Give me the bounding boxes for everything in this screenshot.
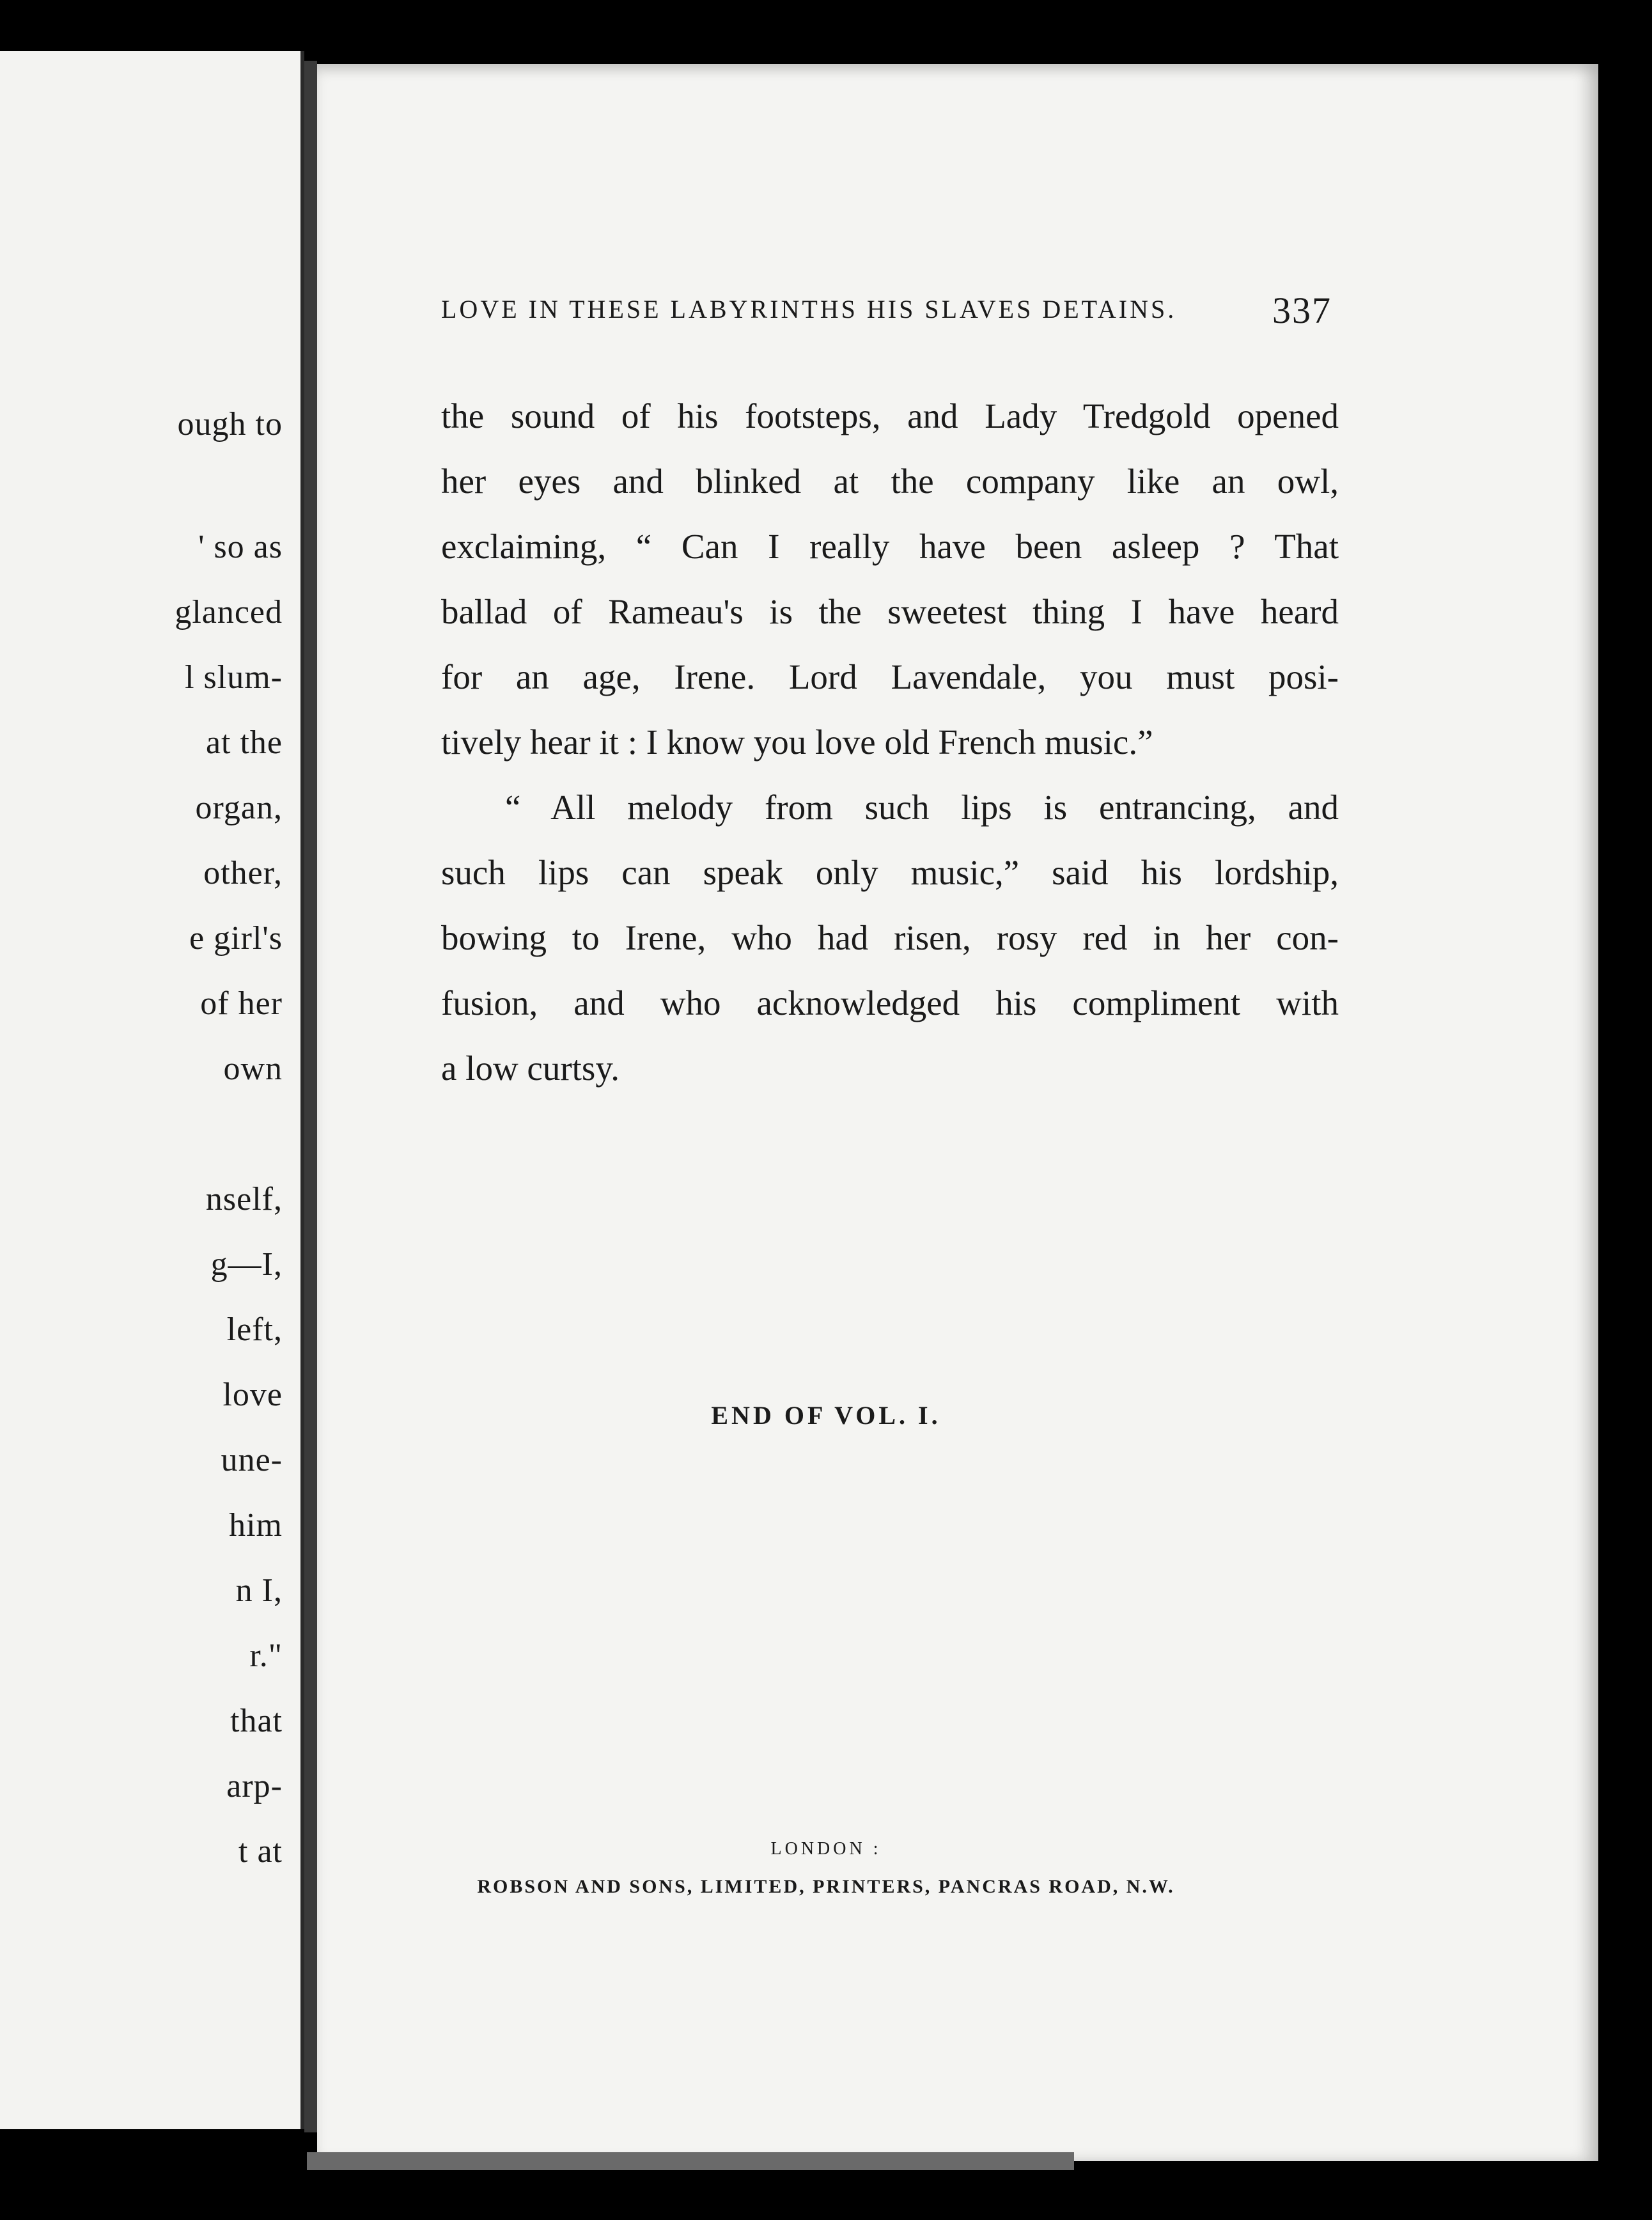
text-line: tively hear it : I know you love old French music.” [441,723,1153,762]
book-spine [304,61,317,2132]
left-page-line: left, [226,1311,283,1348]
left-page-line: glanced [175,594,283,630]
text-line: such lips can speak only music,” said his lordship, [441,853,1339,892]
left-page [0,51,304,2129]
text-line: bowing to Irene, who had risen, rosy red in her con- [441,918,1339,957]
left-page-line: nself, [205,1181,283,1217]
text-line: the sound of his footsteps, and Lady Tredgold opened [441,396,1339,435]
left-page-line: him [229,1507,283,1544]
text-line: fusion, and who acknowledged his compliment with [441,983,1339,1022]
left-page-line: at the [205,724,283,761]
left-page-line: ough to [177,406,283,442]
left-page-line: of her [200,985,283,1022]
body-text [441,384,1339,1101]
text-line: exclaiming, “ Can I really have been asleep ? That [441,527,1339,566]
left-page-line: l slum- [185,659,283,696]
left-page-line: n I, [235,1572,283,1609]
text-line: her eyes and blinked at the company like an owl, [441,462,1339,501]
left-page-line: t at [238,1833,283,1870]
left-page-line: organ, [195,790,283,826]
left-page-line: une- [221,1442,283,1478]
left-page-line: that [230,1703,283,1739]
end-of-volume-note: END OF VOL. I. [711,1401,941,1430]
left-page-line: own [223,1051,283,1087]
left-page-line: arp- [226,1768,283,1804]
page-bottom-edge [307,2152,1074,2170]
text-line: “ All melody from such lips is entrancing, and [505,788,1339,827]
imprint-place: LONDON : [770,1839,882,1859]
text-line: for an age, Irene. Lord Lavendale, you must posi- [441,657,1339,696]
left-page-line: r." [249,1638,283,1674]
left-page-line: love [222,1377,283,1413]
text-line: a low curtsy. [441,1049,620,1088]
page-number: 337 [1272,290,1332,331]
left-page-line: g—I, [210,1246,283,1283]
running-head: LOVE IN THESE LABYRINTHS HIS SLAVES DETAINS. [441,295,1177,324]
left-page-line: ' so as [198,529,283,565]
left-page-line: e girl's [189,920,283,957]
text-line: ballad of Rameau's is the sweetest thing I have heard [441,592,1339,631]
left-page-line: other, [203,855,283,891]
imprint-printer: ROBSON AND SONS, LIMITED, PRINTERS, PANCRAS ROAD, N.W. [477,1876,1175,1897]
